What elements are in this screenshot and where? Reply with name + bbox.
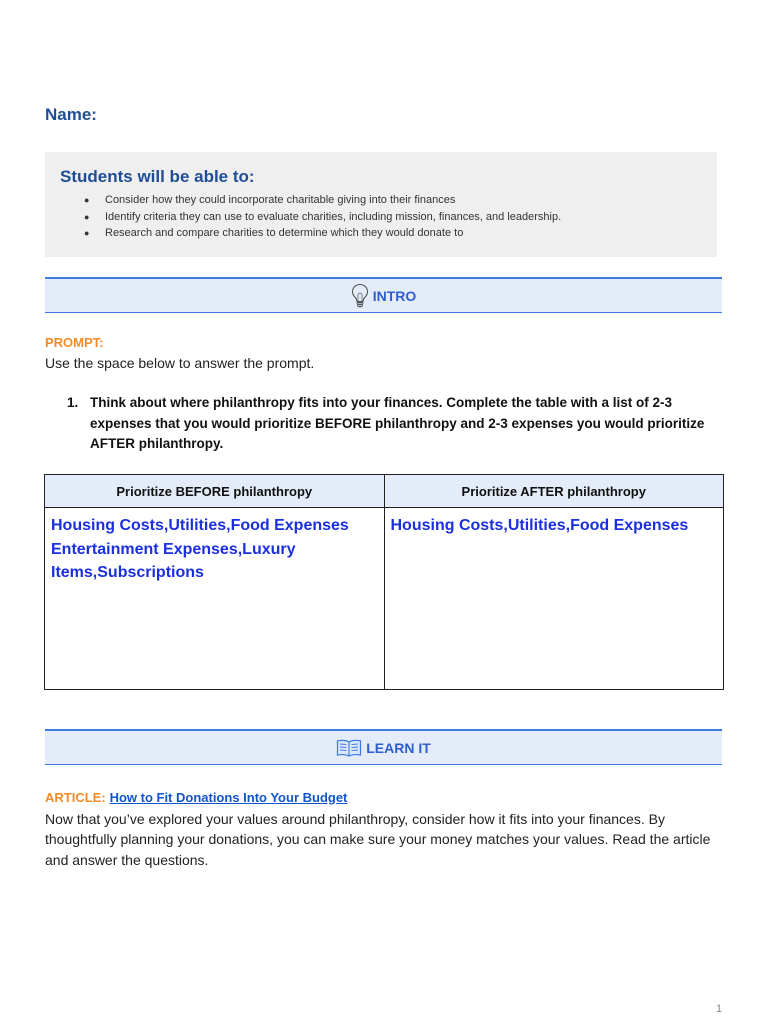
expenses-table: [44, 474, 724, 690]
bullet-icon: ●: [84, 211, 90, 222]
before-column-header: Prioritize BEFORE philanthropy: [45, 475, 385, 508]
article-section: [45, 787, 735, 870]
lightbulb-icon: [351, 283, 369, 309]
prompt-label: PROMPT:: [45, 335, 104, 350]
before-answer-cell[interactable]: Housing Costs,Utilities,Food Expenses Entertainment Expenses,Luxury Items,Subscriptions: [45, 508, 385, 690]
page-number: 1: [716, 1003, 723, 1015]
objectives-list: [60, 192, 701, 242]
question-number: 1.: [67, 395, 79, 410]
intro-title: INTRO: [372, 287, 417, 304]
open-book-icon: [336, 739, 362, 757]
prompt-text: Use the space below to answer the prompt.: [45, 355, 315, 371]
objectives-title: Students will be able to:: [60, 167, 255, 186]
objective-item: ● Identify criteria they can use to evaluate charities, including mission, finances, and leadership.: [105, 209, 701, 226]
question-text: Think about where philanthropy fits into your finances. Complete the table with a list of 2-3 expenses that you would prioritize BEFORE philanthropy and 2-3 expenses you would prioritize AFTER philanthropy.: [90, 395, 705, 451]
learn-it-section-header: [45, 729, 722, 765]
article-label: ARTICLE:: [45, 790, 106, 805]
learn-it-title: LEARN IT: [366, 739, 431, 756]
article-text: Now that you’ve explored your values around philanthropy, consider how it fits into your finances. By thoughtfully planning your donations, you can make sure your money matches your values. Read the article and answer the questions.: [45, 810, 711, 868]
after-answer-cell[interactable]: Housing Costs,Utilities,Food Expenses: [384, 508, 724, 690]
after-column-header: Prioritize AFTER philanthropy: [384, 475, 724, 508]
intro-section-header: [45, 277, 722, 313]
name-label: Name:: [45, 105, 97, 124]
learning-objectives-box: [45, 152, 717, 257]
question-1: [67, 393, 717, 455]
bullet-icon: ●: [84, 195, 90, 205]
article-link[interactable]: How to Fit Donations Into Your Budget: [109, 790, 348, 805]
bullet-icon: ●: [84, 228, 90, 238]
objective-item: ● Consider how they could incorporate charitable giving into their finances: [105, 192, 701, 209]
objective-item: ● Research and compare charities to determine which they would donate to: [105, 225, 701, 242]
